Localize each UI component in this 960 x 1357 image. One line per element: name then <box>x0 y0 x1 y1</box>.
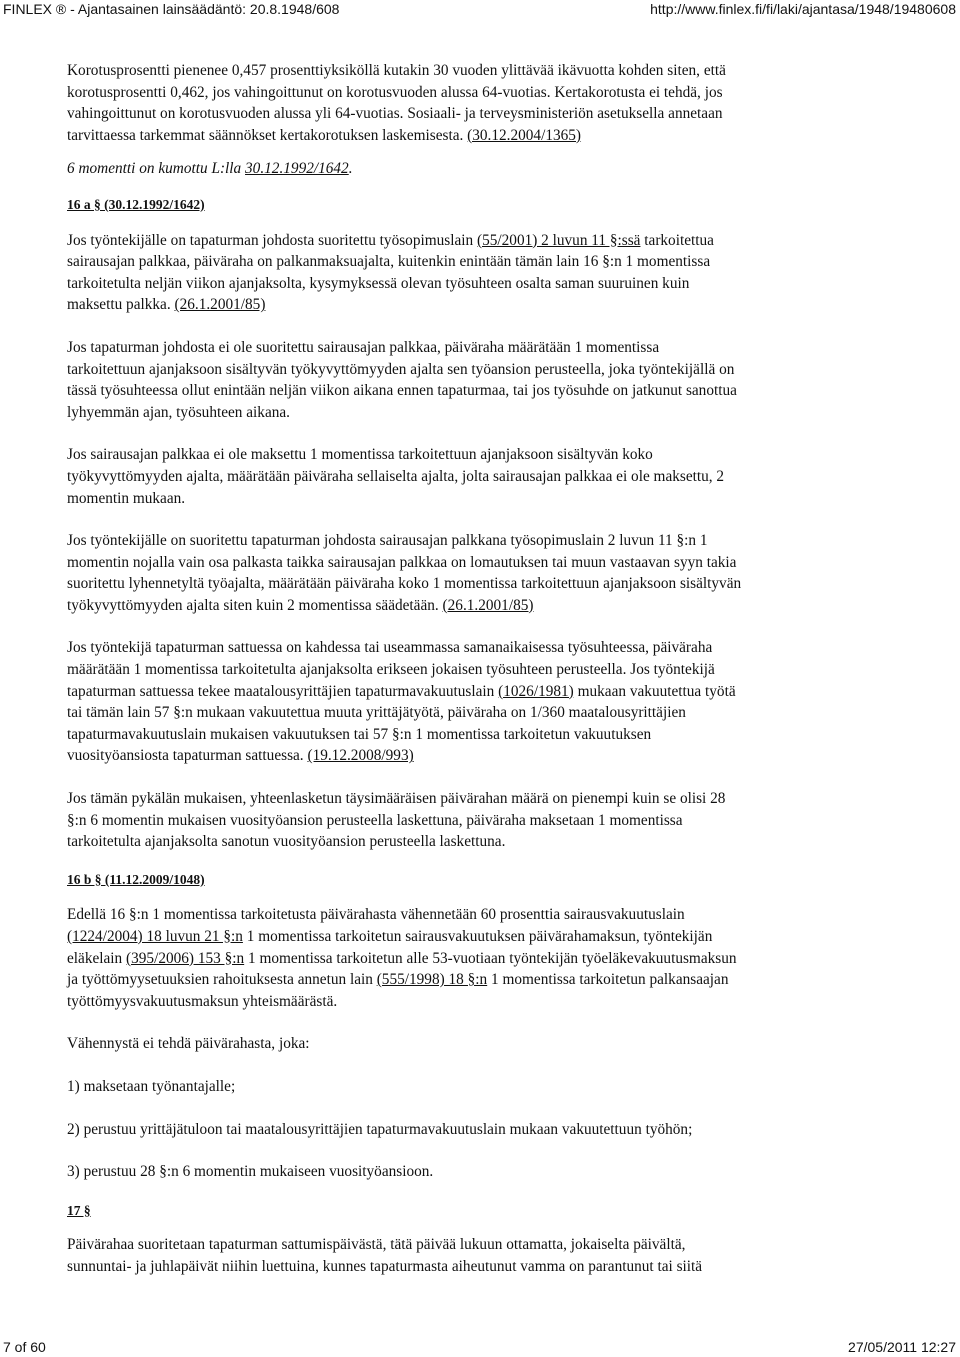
text-line: sunnuntai- ja juhlapäivät niihin luettuina, kunnes tapaturmasta aiheutunut vamma on parantunut tai siitä <box>67 1257 703 1275</box>
text-line: §:n 6 momentin mukaisen vuosityöansion perusteella laskettuna, päiväraha maksetaan 1 momentissa <box>67 811 683 829</box>
text-line: korotusprosentti 0,462, jos vahingoittunut on korotusvuoden alussa 64-vuotias. Kertakorotusta ei tehdä, jos <box>67 83 723 101</box>
statute-link[interactable]: (555/1998) 18 §:n <box>376 971 488 989</box>
text-line: eläkelain (395/2006) 153 §:n 1 momentissa tarkoitetun alle 53-vuotiaan työntekijän työeläkevakuutusmaksun <box>67 949 737 967</box>
paragraph-16a-2 <box>67 337 893 423</box>
text-line: tapaturmavakuutuslain mukaisen vakuutuksen tai 57 §:n 1 momentissa tarkoitetun vakuutuksen <box>67 725 652 743</box>
paragraph-16a-3 <box>67 444 893 509</box>
text-line: tarkoitetulta ajanjaksolta sanotun vuosityöansion perusteella laskettuna. <box>67 833 506 851</box>
paragraph-16a-1 <box>67 230 893 316</box>
statute-link[interactable]: (1026/1981) <box>498 682 574 700</box>
paragraph-korotusprosentti <box>67 60 893 146</box>
paragraph-17-1 <box>67 1234 893 1277</box>
text-line: tarkoitettuun ajanjaksoon sisältyvän työkyvyttömyyden ajalta sen työansion perusteella, joka työntekijällä on <box>67 360 735 378</box>
text-line: tapaturman sattuessa tekee maatalousyrittäjien tapaturmavakuutuslain (1026/1981) mukaan vakuutettua työtä <box>67 682 736 700</box>
text-line: suoritettu lyhennetyltä työajalta, määrätään päiväraha koko 1 momentissa tarkoitettuun ajanjaksoon sisältyvän <box>67 575 742 593</box>
text-line: Jos tapaturman johdosta ei ole suoritettu sairausajan palkkaa, päiväraha määrätään 1 momentissa <box>67 338 660 356</box>
text-line: määrätään 1 momentissa tarkoitetulta ajanjaksolta erikseen jokaisen työsuhteen perusteella. Jos työntekijä <box>67 661 715 679</box>
section-17-heading[interactable]: 17 § <box>67 1202 91 1218</box>
text-line: (1224/2004) 18 luvun 21 §:n 1 momentissa tarkoitetun sairausvakuutuksen päivärahamaksun, työntekijän <box>67 928 713 945</box>
paragraph-16a-4 <box>67 530 893 616</box>
text-line: Jos sairausajan palkkaa ei ole maksettu 1 momentissa tarkoitettuun ajanjaksoon sisältyvän koko <box>67 446 653 464</box>
text-line: tarvittaessa tarkemmat säännökset kertakorotuksen laskemisesta. (30.12.2004/1365) <box>67 126 582 144</box>
list-item: 1) maksetaan työnantajalle; <box>67 1077 236 1095</box>
text-line: vahingoittunut on korotusvuoden alussa yli 64-vuotias. Sosiaali- ja terveysministeriön asetuksella annetaan <box>67 105 723 123</box>
text-line: Jos työntekijälle on tapaturman johdosta suoritettu työsopimuslain (55/2001) 2 luvun 11 §:ssä tarkoitettua <box>67 231 714 249</box>
text-line: Edellä 16 §:n 1 momentissa tarkoitetusta päivärahasta vähennetään 60 prosenttia sairausvakuutuslain <box>67 906 685 924</box>
statute-link[interactable]: (55/2001) 2 luvun 11 §:ssä <box>477 231 641 249</box>
paragraph-16b-2: Vähennystä ei tehdä päivärahasta, joka: <box>67 1035 310 1053</box>
section-16b-heading[interactable]: 16 b § (11.12.2009/1048) <box>67 871 205 887</box>
document-body <box>67 60 893 1278</box>
text-line: vuosityöansiosta tapaturman sattuessa. (19.12.2008/993) <box>67 747 414 765</box>
text-line: maksettu palkka. (26.1.2001/85) <box>67 296 266 314</box>
text-line: ja työttömyysetuuksien rahoituksesta annetun lain (555/1998) 18 §:n 1 momentissa tarkoitetun palkansaajan <box>67 971 729 989</box>
text-line: tai tämän lain 57 §:n mukaan vakuutettua muuta yrittäjätyötä, päiväraha on 1/360 maatalousyrittäjien <box>67 704 686 722</box>
text-line: momentin nojalla vain osa palkasta taikka sairausajan palkkaa on lomautuksen tai muun vastaavan syyn takia <box>67 553 737 571</box>
amendment-link[interactable]: (26.1.2001/85) <box>442 596 534 614</box>
amendment-link[interactable]: (30.12.2004/1365) <box>467 126 582 144</box>
list-item: 3) perustuu 28 §:n 6 momentin mukaiseen vuosityöansioon. <box>67 1163 434 1181</box>
momentti-note: 6 momentti on kumottu L:lla 30.12.1992/1642. <box>67 160 353 178</box>
header-url: http://www.finlex.fi/fi/laki/ajantasa/1948/19480608 <box>650 1 956 17</box>
text-line: tarkoitetulta neljän viikon ajanjaksolta, kysymyksessä olevan työsuhteen osalta saman suuruinen kuin <box>67 274 690 292</box>
text-line: Korotusprosentti pienenee 0,457 prosenttiyksiköllä kutakin 30 vuoden ylittävää ikävuotta kohden siten, että <box>67 62 726 79</box>
section-16a-heading[interactable]: 16 a § (30.12.1992/1642) <box>67 196 205 212</box>
text-line: Jos tämän pykälän mukaisen, yhteenlasketun täysimääräisen päivärahan määrä on pienempi kuin se olisi 28 <box>67 790 726 808</box>
text-line: tässä työsuhteessa ollut enintään neljän viikon aikana ennen tapaturmaa, tai jos työsuhde on jatkunut sanottua <box>67 382 737 400</box>
statute-link[interactable]: (1224/2004) 18 luvun 21 §:n <box>67 928 243 945</box>
amendment-link[interactable]: (19.12.2008/993) <box>307 747 414 765</box>
paragraph-16a-6 <box>67 788 893 853</box>
print-footer <box>0 1338 960 1356</box>
repeal-link[interactable]: 30.12.1992/1642 <box>245 160 349 178</box>
header-title: FINLEX ® - Ajantasainen lainsäädäntö: 20.8.1948/608 <box>3 1 340 17</box>
text-line: työkyvyttömyyden ajalta siten kuin 2 momentissa säädetään. (26.1.2001/85) <box>67 596 534 614</box>
text-line: työkyvyttömyyden ajalta, määrätään päiväraha sellaiselta ajalta, jolta sairausajan palkkaa ei ole maksettu, 2 <box>67 467 725 485</box>
amendment-link[interactable]: (26.1.2001/85) <box>174 296 266 314</box>
print-header <box>0 0 960 18</box>
text-line: Jos työntekijälle on suoritettu tapaturman johdosta sairausajan palkkana työsopimuslain 2 luvun 11 §:n 1 <box>67 532 708 550</box>
text-line: Päivärahaa suoritetaan tapaturman sattumispäivästä, tätä päivää lukuun ottamatta, jokaiselta päivältä, <box>67 1236 686 1254</box>
page-number: 7 of 60 <box>3 1339 46 1355</box>
text-line: momentin mukaan. <box>67 489 186 507</box>
text-line: sairausajan palkkaa, päiväraha on palkanmaksuajalta, kuitenkin enintään tämän lain 16 §:n 1 momentissa <box>67 253 711 271</box>
statute-link[interactable]: (395/2006) 153 §:n <box>126 949 245 967</box>
text-line: Jos työntekijä tapaturman sattuessa on kahdessa tai useammassa samanaikaisessa työsuhteessa, päiväraha <box>67 639 713 657</box>
print-timestamp: 27/05/2011 12:27 <box>848 1339 956 1355</box>
paragraph-16a-5 <box>67 637 893 767</box>
text-line: työttömyysvakuutusmaksun yhteismäärästä. <box>67 992 338 1010</box>
text-line: lyhyemmän ajan, työsuhteen aikana. <box>67 403 291 421</box>
list-item: 2) perustuu yrittäjätuloon tai maatalousyrittäjien tapaturmavakuutuslain mukaan vakuutettuun työhön; <box>67 1120 693 1138</box>
paragraph-16b-1 <box>67 904 893 1012</box>
